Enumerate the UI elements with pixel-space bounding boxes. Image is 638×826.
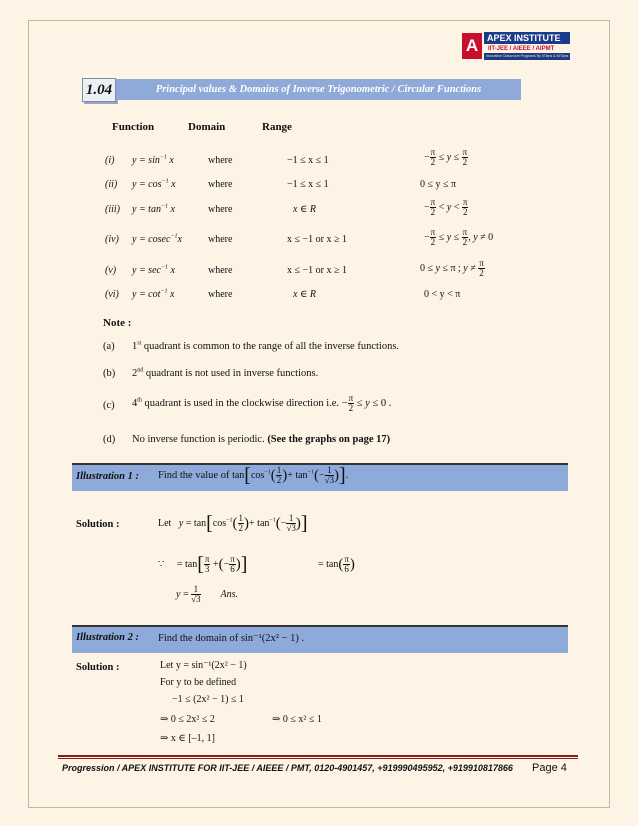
note-text: 4th quadrant is used in the clockwise direction i.e. − $\frac{\pi}{2}$ ≤ y ≤ 0 . <box>132 393 392 413</box>
note-text: 2nd quadrant is not used in inverse functions. <box>132 367 319 379</box>
row-domain: x ≤ −1 or x ≥ 1 <box>287 265 347 276</box>
row-domain: x ≤ −1 or x ≥ 1 <box>287 234 347 245</box>
section-title: Principal values & Domains of Inverse Trigonometric / Circular Functions <box>116 79 521 100</box>
row-range: − $\frac{\pi}{2}$ ≤ y ≤ $\frac{\pi}{2}$ <box>424 147 468 167</box>
solution-label: Solution : <box>76 519 120 530</box>
row-where: where <box>208 155 233 166</box>
page-border <box>28 20 610 808</box>
solution-line: ⇒ x ∈ [–1, 1] <box>160 733 215 744</box>
row-function: $y = \sin^{-1} x$ <box>132 154 174 166</box>
solution-line: ⇒ 0 ≤ x² ≤ 1 <box>272 714 322 725</box>
row-domain: −1 ≤ x ≤ 1 <box>287 155 329 166</box>
row-range: 0 < y < π <box>424 289 461 300</box>
row-function: y = cosec$^{-1}$x <box>132 233 182 245</box>
header-function: Function <box>112 121 155 133</box>
row-where: where <box>208 289 233 300</box>
row-function: $y = \cos^{-1} x$ <box>132 178 176 190</box>
logo-mark: A <box>462 33 482 59</box>
row-index: (iv) <box>105 234 119 245</box>
solution-label: Solution : <box>76 662 120 673</box>
footer-rule <box>58 758 578 759</box>
apex-logo <box>462 33 570 63</box>
solution-line-because: ∵ = tan[ $\frac{\pi}{3}$ +(− $\frac{\pi}{6}$ )] <box>158 553 248 576</box>
row-where: where <box>208 265 233 276</box>
solution-line-let: Let $y = \tan[\cos^{-1}$( $\frac{1}{2}$ )+ $\tan^{-1}(-$ $\frac{1}{√3}$ )] <box>158 512 308 535</box>
solution-line: Let y = sin⁻¹(2x² − 1) <box>160 660 247 671</box>
note-label: (c) <box>103 400 115 411</box>
note-label: (a) <box>103 341 115 352</box>
page-number: Page 4 <box>532 762 567 774</box>
solution-line-result: = tan( $\frac{\pi}{6}$ ) <box>318 554 355 574</box>
row-domain: x ∈ R <box>293 289 316 300</box>
footer-rule <box>58 755 578 757</box>
illustration-label: Illustration 1 : <box>76 471 140 482</box>
note-text: No inverse function is periodic. (See the graphs on page 17) <box>132 434 391 445</box>
logo-tag: Innovative Classroom Programs By IITians & NITians <box>486 54 569 58</box>
logo-sub: IIT-JEE / AIEEE / AIPMT <box>488 46 555 52</box>
row-domain: −1 ≤ x ≤ 1 <box>287 179 329 190</box>
note-label: (d) <box>103 434 116 445</box>
row-function: $y = \cot^{-1} x$ <box>132 288 175 300</box>
illustration-question: Find the domain of sin⁻¹(2x² − 1) . <box>158 633 305 644</box>
row-range: − $\frac{\pi}{2}$ < y < $\frac{\pi}{2}$ <box>424 197 468 217</box>
header-domain: Domain <box>188 121 226 133</box>
row-where: where <box>208 179 233 190</box>
solution-line: −1 ≤ (2x² − 1) ≤ 1 <box>172 694 244 705</box>
illustration-bar <box>72 625 568 653</box>
solution-line: For y to be defined <box>160 677 237 688</box>
solution-line: ⇒ 0 ≤ 2x² ≤ 2 <box>160 714 215 725</box>
row-index: (iii) <box>105 204 120 215</box>
row-range: 0 ≤ y ≤ π <box>420 179 457 190</box>
row-function: $y = \tan^{-1} x$ <box>132 203 175 215</box>
note-heading: Note : <box>103 317 132 329</box>
section-number: 1.04 <box>82 78 116 102</box>
row-range: − $\frac{\pi}{2}$ ≤ y ≤ $\frac{\pi}{2}$ , y ≠ 0 <box>424 227 494 247</box>
row-index: (ii) <box>105 179 118 190</box>
row-where: where <box>208 204 233 215</box>
header-range: Range <box>262 121 292 133</box>
logo-name: APEX INSTITUTE <box>484 32 570 44</box>
row-domain: x ∈ R <box>293 204 316 215</box>
footer-text: Progression / APEX INSTITUTE FOR IIT-JEE / AIEEE / PMT, 0120-4901457, +919990495952, +919910817866 <box>62 763 513 773</box>
row-index: (vi) <box>105 289 119 300</box>
solution-answer: y = $\frac{1}{√3}$ Ans. <box>176 584 239 604</box>
note-label: (b) <box>103 368 116 379</box>
note-text: 1st quadrant is common to the range of all the inverse functions. <box>132 340 400 352</box>
illustration-label: Illustration 2 : <box>76 632 140 643</box>
row-where: where <box>208 234 233 245</box>
row-index: (v) <box>105 265 117 276</box>
row-function: $y = \sec^{-1} x$ <box>132 264 175 276</box>
illustration-question: Find the value of $\tan[\cos^{-1}$( $\frac{1}{2}$ )+ $\tan^{-1}(-$ $\frac{1}{√3}$ )]. <box>158 464 349 487</box>
row-range: 0 ≤ y ≤ π ; y ≠ $\frac{\pi}{2}$ <box>420 258 484 278</box>
row-index: (i) <box>105 155 115 166</box>
